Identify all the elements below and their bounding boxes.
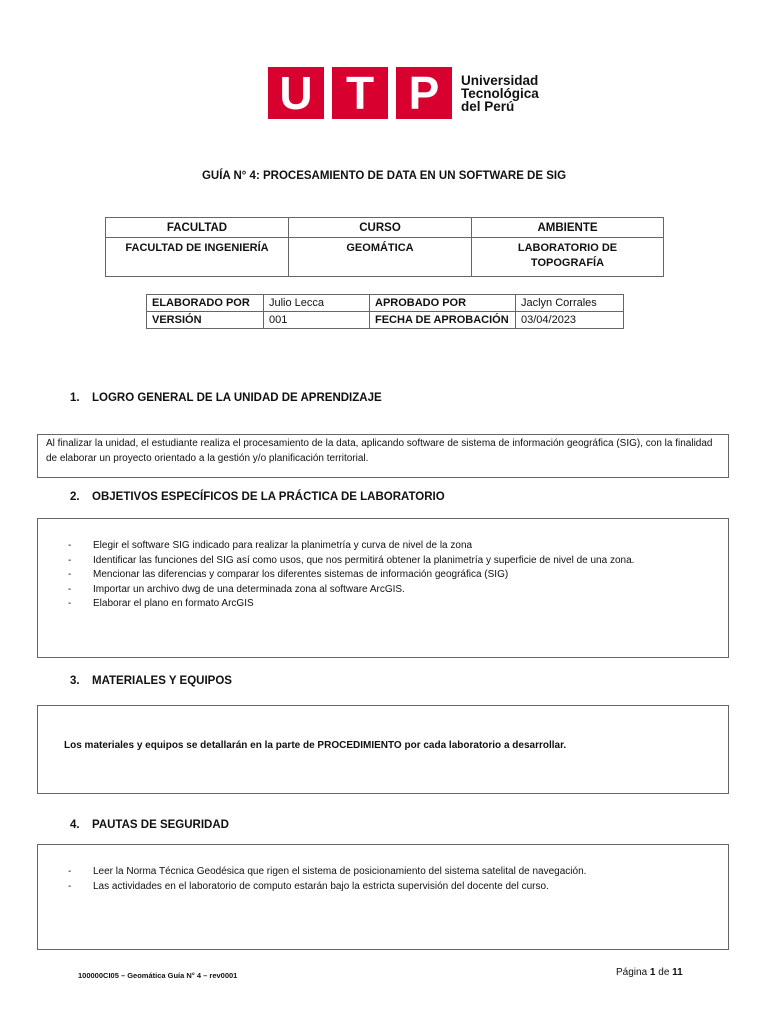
section-1-text: Al finalizar la unidad, el estudiante realiza el procesamiento de la data, aplicando software de sistema de información geográfica (SIG), con la finalidad de elaborar un proyecto orientado a la gestión y/o planificación territorial. xyxy=(46,438,713,464)
cell-ambiente-text: LABORATORIO DE TOPOGRAFÍA xyxy=(517,242,618,269)
section-3-title: MATERIALES Y EQUIPOS xyxy=(92,675,232,687)
section-2-heading xyxy=(70,491,445,503)
logo-letters xyxy=(268,67,452,119)
section-3-number: 3. xyxy=(70,675,80,687)
safety-text: Las actividades en el laboratorio de computo estarán bajo la estricta supervisión del docente del curso. xyxy=(93,880,549,892)
header-curso: CURSO xyxy=(289,218,472,238)
elaborado-label: ELABORADO POR xyxy=(147,295,264,312)
fecha-label: FECHA DE APROBACIÓN xyxy=(370,312,516,329)
section-3-box xyxy=(37,705,729,794)
list-item xyxy=(38,583,728,598)
page-total: 11 xyxy=(672,967,683,978)
section-2-box xyxy=(37,518,729,658)
header-facultad: FACULTAD xyxy=(106,218,289,238)
cell-ambiente xyxy=(472,238,664,277)
list-item xyxy=(38,597,728,612)
aprobado-label: APROBADO POR xyxy=(370,295,516,312)
page-of: de xyxy=(658,967,670,978)
section-4-title: PAUTAS DE SEGURIDAD xyxy=(92,819,229,831)
bullet-dash: - xyxy=(68,554,72,566)
list-item xyxy=(38,865,728,880)
footer-page-number xyxy=(616,967,683,978)
aprobado-value: Jaclyn Corrales xyxy=(516,295,624,312)
section-4-heading xyxy=(70,819,229,831)
document-title: GUÍA N° 4: PROCESAMIENTO DE DATA EN UN SOFTWARE DE SIG xyxy=(201,170,567,182)
section-4-number: 4. xyxy=(70,819,80,831)
logo-letter-u: U xyxy=(268,67,324,119)
list-item xyxy=(38,880,728,895)
footer-doc-code: 100000CI05 – Geomática Guía N° 4 – rev0001 xyxy=(78,971,238,980)
objective-text: Identificar las funciones del SIG así como usos, que nos permitirá obtener la planimetría y superficie de nivel de una zona. xyxy=(93,554,635,566)
section-3-text: Los materiales y equipos se detallarán en la parte de PROCEDIMIENTO por cada laboratorio a desarrollar. xyxy=(64,740,567,751)
bullet-dash: - xyxy=(68,583,72,595)
bullet-dash: - xyxy=(68,880,72,892)
section-1-heading xyxy=(70,392,382,404)
logo-letter-t: T xyxy=(332,67,388,119)
objective-text: Importar un archivo dwg de una determinada zona al software ArcGIS. xyxy=(93,583,405,595)
section-1-number: 1. xyxy=(70,392,80,404)
list-item xyxy=(38,554,728,569)
logo-university-name xyxy=(461,74,539,113)
objectives-list xyxy=(38,539,728,612)
bullet-dash: - xyxy=(68,540,72,551)
list-item xyxy=(38,539,728,554)
section-4-box xyxy=(37,844,729,950)
objective-text: Elegir el software SIG indicado para realizar la planimetría y curva de nivel de la zona xyxy=(93,540,473,551)
objective-text: Mencionar las diferencias y comparar los diferentes sistemas de información geográfica (SIG) xyxy=(93,569,509,580)
objective-text: Elaborar el plano en formato ArcGIS xyxy=(93,598,254,609)
section-1-box xyxy=(37,434,729,478)
version-label: VERSIÓN xyxy=(147,312,264,329)
page-current: 1 xyxy=(649,967,656,978)
logo-letter-p: P xyxy=(396,67,452,119)
list-item xyxy=(38,568,728,583)
section-3-heading xyxy=(70,675,232,687)
approval-table xyxy=(146,294,624,329)
bullet-dash: - xyxy=(68,866,72,877)
cell-curso: GEOMÁTICA xyxy=(289,238,472,277)
bullet-dash: - xyxy=(68,569,72,580)
safety-list xyxy=(38,865,728,894)
course-info-table xyxy=(105,217,664,277)
header-ambiente: AMBIENTE xyxy=(472,218,664,238)
safety-text: Leer la Norma Técnica Geodésica que rigen el sistema de posicionamiento del sistema satelital de navegación. xyxy=(93,866,587,877)
bullet-dash: - xyxy=(68,598,72,609)
utp-logo xyxy=(268,67,539,119)
logo-line-3: del Perú xyxy=(461,98,515,114)
fecha-value: 03/04/2023 xyxy=(516,312,624,329)
logo-line-2: Tecnológica xyxy=(461,85,539,101)
logo-line-1: Universidad xyxy=(461,72,539,88)
section-2-number: 2. xyxy=(70,491,80,503)
cell-facultad: FACULTAD DE INGENIERÍA xyxy=(106,238,289,277)
elaborado-value: Julio Lecca xyxy=(264,295,370,312)
section-2-title: OBJETIVOS ESPECÍFICOS DE LA PRÁCTICA DE LABORATORIO xyxy=(92,491,445,503)
version-value: 001 xyxy=(264,312,370,329)
section-1-title: LOGRO GENERAL DE LA UNIDAD DE APRENDIZAJE xyxy=(92,392,382,404)
page-word: Página xyxy=(616,967,648,978)
